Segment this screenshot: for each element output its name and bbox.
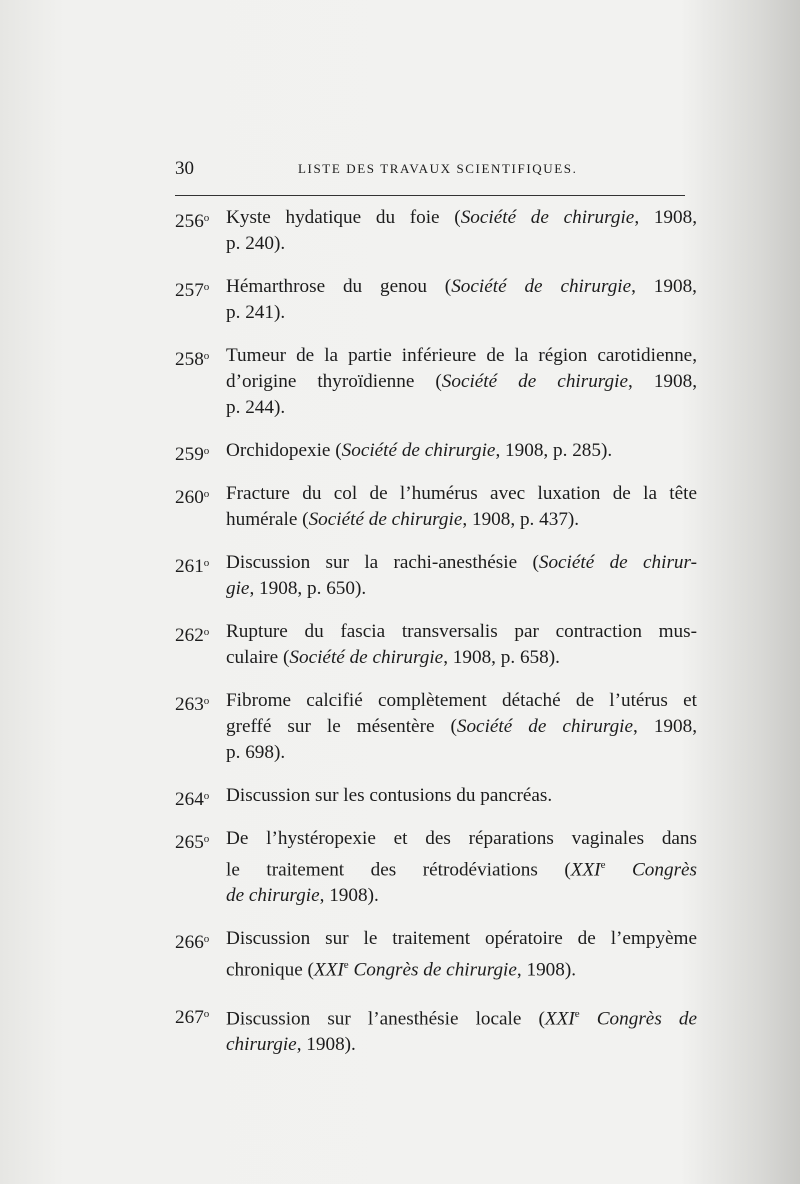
list-item <box>175 343 697 421</box>
entry-text-line: Fracture du col de l’humérus avec luxation de la tête <box>226 483 697 504</box>
page-header <box>175 158 685 182</box>
entry-text-line: p. 240). <box>226 233 286 254</box>
header-rule <box>175 195 685 196</box>
entry-text-line: Kyste hydatique du foie (Société de chirurgie, 1908, <box>226 207 698 228</box>
entry-text-line: chronique (XXIe Congrès de chirurgie, 1908). <box>226 959 577 981</box>
entry-text-line: Orchidopexie (Société de chirurgie, 1908, p. 285). <box>226 440 613 461</box>
running-title: LISTE DES TRAVAUX SCIENTIFIQUES. <box>298 161 578 176</box>
entry-number: 265$^o$ <box>175 832 210 853</box>
list-item <box>175 481 697 533</box>
entry-number: 264$^o$ <box>175 789 210 810</box>
entry-text-line: De l’hystéropexie et des réparations vaginales dans <box>226 828 697 849</box>
entry-number: 260$^o$ <box>175 487 210 508</box>
entry-number: 256$^o$ <box>175 211 210 232</box>
list-item <box>175 783 697 809</box>
list-item <box>175 826 697 909</box>
entry-number: 259$^o$ <box>175 444 210 465</box>
list-item <box>175 438 697 464</box>
entry-number: 257$^o$ <box>175 280 210 301</box>
list-item <box>175 1001 697 1058</box>
entry-text-line: Discussion sur les contusions du pancréas. <box>226 785 553 806</box>
list-item <box>175 619 697 671</box>
entry-text-line: Fibrome calcifié complètement détaché de l’utérus et <box>226 690 697 711</box>
entry-number: 261$^o$ <box>175 556 210 577</box>
list-item <box>175 274 697 326</box>
entry-number: 267$^o$ <box>175 1006 210 1028</box>
list-item <box>175 688 697 766</box>
list-item <box>175 550 697 602</box>
entry-text-line: chirurgie, 1908). <box>226 1034 356 1056</box>
entry-text-line: de chirurgie, 1908). <box>226 885 379 907</box>
entry-text-line: p. 241). <box>226 302 286 323</box>
page-number: 30 <box>175 158 194 179</box>
entry-text-line: p. 244). <box>226 397 286 418</box>
entry-text-line: le traitement des rétrodéviations (XXIe Congrès <box>226 859 698 881</box>
entry-number: 266$^o$ <box>175 932 210 954</box>
entry-text-line: Hémarthrose du genou (Société de chirurgie, 1908, <box>226 276 697 297</box>
entry-number: 262$^o$ <box>175 625 210 646</box>
list-item <box>175 926 697 983</box>
entry-text-line: Discussion sur la rachi-anesthésie (Société de chirur- <box>226 552 697 573</box>
entry-number: 263$^o$ <box>175 694 210 715</box>
entry-text-line: p. 698). <box>226 742 286 763</box>
entry-text-line: greffé sur le mésentère (Société de chirurgie, 1908, <box>226 716 697 737</box>
entry-text-line: gie, 1908, p. 650). <box>226 578 367 599</box>
entry-text-line: d’origine thyroïdienne (Société de chirurgie, 1908, <box>226 371 697 392</box>
list-item <box>175 205 697 257</box>
entry-text-line: Discussion sur l’anesthésie locale (XXIe Congrès de <box>226 1007 698 1030</box>
entry-text-line: Discussion sur le traitement opératoire de l’empyème <box>226 928 697 950</box>
entry-text-line: Tumeur de la partie inférieure de la région carotidienne, <box>226 345 697 366</box>
entry-text-line: humérale (Société de chirurgie, 1908, p. 437). <box>226 509 580 530</box>
entry-number: 258$^o$ <box>175 349 210 370</box>
entry-text-line: culaire (Société de chirurgie, 1908, p. 658). <box>226 647 560 668</box>
entry-text-line: Rupture du fascia transversalis par contraction mus- <box>226 621 697 642</box>
entry-list <box>175 205 697 1075</box>
